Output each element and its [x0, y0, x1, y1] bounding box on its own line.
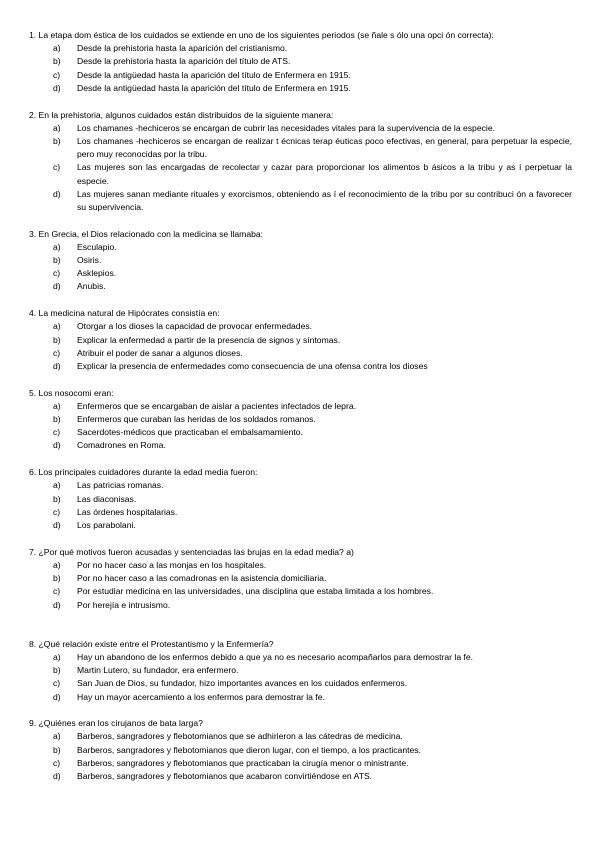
question-4 [29, 307, 572, 373]
option-item [29, 664, 572, 677]
option-letter [29, 135, 63, 161]
option-letter [29, 677, 63, 690]
option-text: Las mujeres son las encargadas de recolectar y cazar para proporcionar los alimentos b ásicos a la tribu y as í perpetuar la especie. [77, 162, 572, 186]
option-letter-label: c) [53, 678, 61, 689]
option-text: Los parabolani. [77, 520, 136, 530]
option-item [29, 280, 572, 293]
option-letter [29, 280, 63, 293]
option-item [29, 479, 572, 492]
option-item [29, 122, 572, 135]
option-letter [29, 347, 63, 360]
option-letter-label: b) [53, 414, 61, 425]
options-list [29, 730, 572, 783]
option-item [29, 757, 572, 770]
option-item [29, 730, 572, 743]
question-2 [29, 109, 572, 215]
option-letter-label: a) [53, 559, 61, 570]
option-letter-label: b) [53, 744, 61, 755]
option-letter-label: c) [53, 268, 61, 279]
option-letter-label: a) [53, 400, 61, 411]
option-text: Por estudiar medicina en las universidades, una disciplina que estaba limitada a los hombres. [77, 586, 434, 597]
option-text: Osiris. [77, 255, 102, 266]
option-text: Asklepios. [77, 268, 117, 279]
options-list [29, 400, 572, 453]
option-letter [29, 559, 63, 572]
option-item [29, 691, 572, 704]
option-letter-label: b) [53, 573, 61, 584]
options-list [29, 320, 572, 373]
options-list [29, 479, 572, 532]
option-item [29, 519, 572, 532]
option-letter [29, 122, 63, 135]
option-letter-label: a) [53, 651, 61, 662]
option-letter [29, 82, 63, 95]
option-letter [29, 572, 63, 585]
option-letter-label: b) [53, 56, 61, 67]
option-letter [29, 334, 63, 347]
option-item [29, 267, 572, 280]
options-list [29, 559, 572, 612]
question-text: 8. ¿Qué relación existe entre el Protestantismo y la Enfermería? [29, 638, 274, 649]
option-letter [29, 188, 63, 214]
option-text: Atribuir el poder de sanar a algunos dioses. [77, 347, 243, 358]
question-text: 9. ¿Quiénes eran los cirujanos de bata larga? [29, 718, 203, 729]
option-item [29, 572, 572, 585]
question-5 [29, 387, 572, 453]
question-text: 2. En la prehistoria, algunos cuidados están distribuidos de la siguiente manera: [29, 109, 334, 120]
option-letter-label: c) [53, 162, 61, 173]
option-text: Los chamanes -hechiceros se encargan de cubrir las necesidades vitales para la supervivencia de la especie. [77, 122, 495, 133]
option-letter-label: c) [53, 69, 61, 80]
option-letter [29, 320, 63, 333]
option-letter-label: a) [53, 241, 61, 252]
option-letter [29, 599, 63, 612]
option-text: Comadrones en Roma. [77, 440, 166, 451]
option-letter [29, 757, 63, 770]
option-letter [29, 413, 63, 426]
option-letter-label: b) [53, 255, 61, 266]
option-text: Desde la prehistoria hasta la aparición del cristianismo. [77, 43, 288, 54]
option-text: Hay un abandono de los enfermos debido a que ya no es necesario acompañarlos para demostrar la fe. [77, 651, 474, 662]
option-item [29, 439, 572, 452]
question-text: 6. Los principales cuidadores durante la edad media fueron: [29, 467, 258, 478]
option-letter [29, 664, 63, 677]
option-letter-label: b) [53, 665, 61, 676]
option-text: Barberos, sangradores y flebotomianos que dieron lugar, con el tiempo, a los practicantes. [77, 744, 421, 755]
option-letter-label: d) [53, 440, 61, 451]
option-letter [29, 479, 63, 492]
option-letter-label: c) [53, 586, 61, 597]
question-3 [29, 228, 572, 294]
option-letter [29, 69, 63, 82]
option-text: Martin Lutero, su fundador, era enfermero. [77, 665, 239, 676]
option-letter [29, 651, 63, 664]
option-letter-label: d) [53, 188, 61, 199]
option-letter [29, 439, 63, 452]
option-text: Anubis. [77, 281, 106, 292]
option-letter [29, 493, 63, 506]
option-item [29, 413, 572, 426]
option-letter-label: b) [53, 135, 61, 146]
option-text: San Juan de Dios, su fundador, hizo importantes avances en los cuidados enfermeros. [77, 678, 408, 689]
option-letter [29, 400, 63, 413]
option-item [29, 135, 572, 161]
option-text: Las patricias romanas. [77, 480, 164, 491]
option-letter-label: d) [53, 520, 61, 530]
option-letter [29, 55, 63, 68]
option-letter [29, 161, 63, 187]
option-letter-label: d) [53, 360, 61, 371]
option-item [29, 161, 572, 187]
question-6 [29, 466, 572, 532]
option-item [29, 82, 572, 95]
document-page [29, 29, 572, 797]
option-text: Las órdenes hospitalarias. [77, 506, 178, 517]
question-text: 7. ¿Por qué motivos fueron acusadas y sentenciadas las brujas en la edad media? a) [29, 546, 354, 557]
option-letter-label: c) [53, 427, 61, 438]
option-item [29, 585, 572, 598]
option-letter-label: d) [53, 599, 61, 610]
option-item [29, 599, 572, 612]
option-item [29, 69, 572, 82]
options-list [29, 241, 572, 294]
option-text: Enfermeros que se encargaban de aislar a pacientes infectados de lepra. [77, 400, 356, 411]
option-text: Barberos, sangradores y flebotomianos que acabaron convirtiéndose en ATS. [77, 771, 373, 782]
option-letter-label: c) [53, 506, 61, 517]
option-text: Barberos, sangradores y flebotomianos que se adhirieron a las cátedras de medicina. [77, 731, 403, 742]
option-text: Explicar la presencia de enfermedades como consecuencia de una ofensa contra los dioses [77, 360, 428, 371]
option-item [29, 426, 572, 439]
option-letter [29, 426, 63, 439]
option-letter-label: d) [53, 691, 61, 702]
option-item [29, 320, 572, 333]
option-letter [29, 254, 63, 267]
option-text: Desde la prehistoria hasta la aparición del título de ATS. [77, 56, 291, 67]
option-text: Hay un mayor acercamiento a los enfermos para demostrar la fe. [77, 691, 325, 702]
option-text: Por no hacer caso a las monjas en los hospitales. [77, 559, 267, 570]
option-text: Esculapio. [77, 241, 117, 252]
option-text: Desde la antigüedad hasta la aparición del título de Enfermera en 1915. [77, 69, 351, 80]
option-text: Barberos, sangradores y flebotomianos que practicaban la cirugía menor o ministrante. [77, 757, 409, 768]
option-letter-label: a) [53, 731, 61, 742]
option-item [29, 254, 572, 267]
option-text: Por herejía e intrusismo. [77, 599, 171, 610]
option-text: Otorgar a los dioses la capacidad de provocar enfermedades. [77, 321, 313, 332]
option-letter-label: a) [53, 480, 61, 491]
option-item [29, 55, 572, 68]
question-9 [29, 717, 572, 783]
question-1 [29, 29, 572, 95]
question-7 [29, 546, 572, 612]
option-text: Explicar la enfermedad a partir de la presencia de signos y síntomas. [77, 334, 341, 345]
option-letter-label: d) [53, 281, 61, 292]
option-item [29, 559, 572, 572]
option-item [29, 347, 572, 360]
options-list [29, 42, 572, 95]
option-letter-label: d) [53, 771, 61, 782]
option-text: Los chamanes -hechiceros se encargan de realizar t écnicas terap éuticas poco efectivas, en general, para perpetuar la especie, pero muy reconocidas por la tribu. [77, 135, 572, 160]
option-item [29, 770, 572, 783]
option-letter-label: a) [53, 122, 61, 133]
option-letter [29, 744, 63, 757]
option-letter [29, 770, 63, 783]
option-text: Por no hacer caso a las comadronas en la asistencia domiciliaria. [77, 573, 327, 584]
option-letter-label: c) [53, 757, 61, 768]
option-letter-label: d) [53, 82, 61, 93]
option-letter [29, 585, 63, 598]
options-list [29, 651, 572, 704]
option-item [29, 360, 572, 373]
option-text: Desde la antigüedad hasta la aparición del título de Enfermera en 1915. [77, 82, 351, 93]
option-letter [29, 730, 63, 743]
option-letter-label: b) [53, 493, 61, 504]
option-letter [29, 42, 63, 55]
question-text: 4. La medicina natural de Hipócrates consistía en: [29, 308, 220, 319]
option-letter-label: a) [53, 43, 61, 54]
option-item [29, 651, 572, 664]
question-text: 3. En Grecia, el Dios relacionado con la medicina se llamaba: [29, 228, 264, 239]
option-item [29, 400, 572, 413]
option-letter [29, 691, 63, 704]
option-item [29, 506, 572, 519]
question-text: 1. La etapa dom éstica de los cuidados se extiende en uno de los siguientes periodos (se ñale s ólo una opci ón correcta): [29, 30, 494, 40]
option-item [29, 188, 572, 214]
option-letter-label: c) [53, 347, 61, 358]
options-list [29, 122, 572, 214]
option-letter-label: a) [53, 321, 61, 332]
option-item [29, 241, 572, 254]
option-item [29, 334, 572, 347]
option-text: Sacerdotes-médicos que practicaban el embalsamamiento. [77, 427, 303, 438]
option-text: Las diaconisas. [77, 493, 137, 504]
option-item [29, 744, 572, 757]
option-text: Las mujeres sanan mediante rituales y exorcismos, obteniendo as í el reconocimiento de la tribu por su contribuci ón a favorecer su supervivencia. [77, 188, 572, 212]
option-letter [29, 519, 63, 532]
option-letter [29, 360, 63, 373]
question-text: 5. Los nosocomi eran: [29, 387, 114, 398]
option-item [29, 42, 572, 55]
option-letter [29, 267, 63, 280]
option-letter-label: b) [53, 334, 61, 345]
option-item [29, 493, 572, 506]
option-item [29, 677, 572, 690]
question-8 [29, 638, 572, 704]
option-letter [29, 241, 63, 254]
option-text: Enfermeros que curaban las heridas de los soldados romanos. [77, 414, 316, 425]
option-letter [29, 506, 63, 519]
